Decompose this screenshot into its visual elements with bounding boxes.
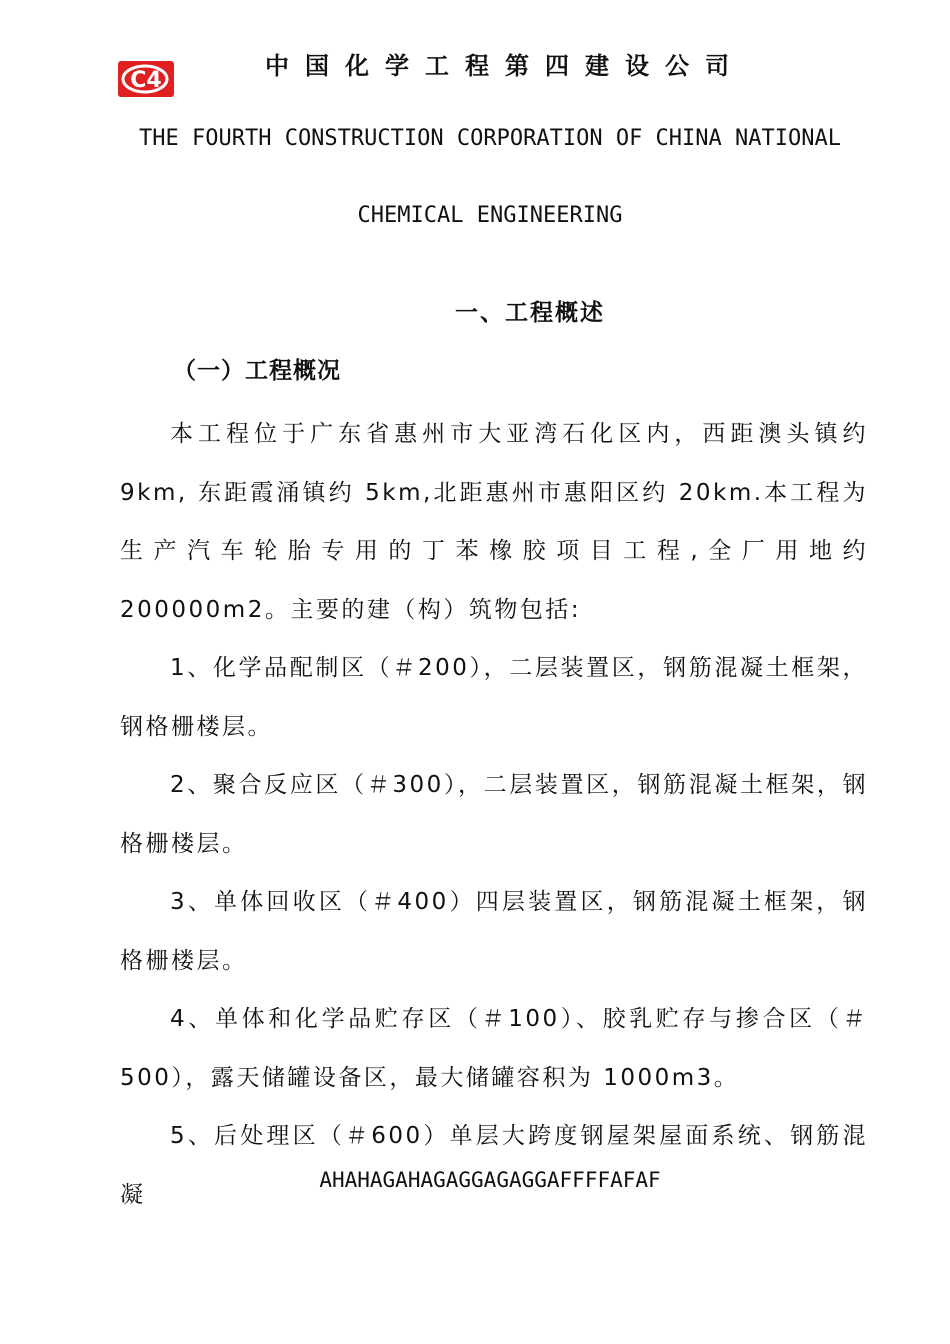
paragraph-item-5: 5、后处理区（＃600）单层大跨度钢屋架屋面系统、钢筋混凝 (120, 1123, 868, 1208)
paragraph-item-1: 1、化学品配制区（＃200），二层装置区，钢筋混凝土框架，钢格栅楼层。 (120, 655, 868, 740)
paragraph-item-4: 4、单体和化学品贮存区（＃100）、胶乳贮存与掺合区（＃500），露天储罐设备区，最大储罐容积为 1000m3。 (120, 1006, 868, 1091)
company-name-en-line1: THE FOURTH CONSTRUCTION CORPORATION OF CHINA NATIONAL (139, 126, 841, 151)
paragraph-intro: 本工程位于广东省惠州市大亚湾石化区内，西距澳头镇约 9km, 东距霞涌镇约 5km,北距惠州市惠阳区约 20km.本工程为生产汽车轮胎专用的丁苯橡胶项目工程,全厂用地约 200000m2。主要的建（构）筑物包括: (120, 421, 868, 623)
paragraph-item-2: 2、聚合反应区（＃300），二层装置区，钢筋混凝土框架，钢格栅楼层。 (120, 772, 868, 857)
logo-lettering: C4 (130, 68, 162, 93)
page-footer: AHAHAGAHAGAGGAGAGGAFFFFAFAF (319, 1168, 661, 1192)
company-name-en-line2: CHEMICAL ENGINEERING (357, 203, 623, 228)
company-name-cn: 中国化学工程第四建设公司 (265, 51, 745, 80)
body-text (120, 405, 868, 1224)
section-heading: 一、工程概述 (455, 300, 605, 326)
section-subheading: （一）工程概况 (173, 358, 341, 384)
paragraph-item-3: 3、单体回收区（＃400）四层装置区，钢筋混凝土框架，钢格栅楼层。 (120, 889, 868, 974)
